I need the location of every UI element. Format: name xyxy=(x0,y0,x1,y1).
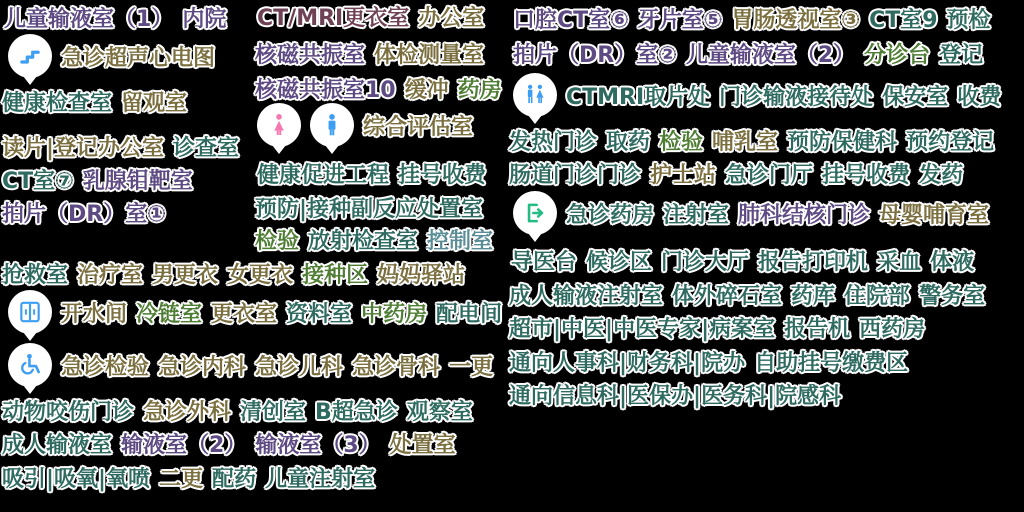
label-row-right-9 xyxy=(509,316,925,344)
poi-label[interactable]: 急诊内科 xyxy=(158,355,247,381)
poi-label[interactable]: 预约登记 xyxy=(906,130,995,155)
poi-label[interactable]: 预检 xyxy=(946,8,991,33)
poi-label[interactable]: 通向人事科|财务科|院办 xyxy=(509,351,746,376)
poi-label[interactable]: 自助挂号缴费区 xyxy=(754,351,909,376)
label-row-mid-2 xyxy=(255,42,484,70)
poi-label[interactable]: 中药房 xyxy=(361,302,428,328)
poi-label[interactable]: 女更衣 xyxy=(227,263,294,288)
label-row-mid-7 xyxy=(255,228,493,256)
poi-label[interactable]: 分诊台 xyxy=(864,43,931,68)
poi-label[interactable]: 母婴哺育室 xyxy=(879,203,990,229)
label-row-mid-6 xyxy=(255,196,483,224)
label-row-left-11 xyxy=(2,432,456,460)
label-row-mid-5 xyxy=(257,162,486,190)
poi-label[interactable]: 综合评估室 xyxy=(363,115,474,141)
poi-label[interactable]: 注射室 xyxy=(663,203,730,229)
poi-label[interactable]: 缓冲 xyxy=(404,78,449,103)
poi-label[interactable]: 发药 xyxy=(919,163,964,188)
poi-label[interactable]: 办公室 xyxy=(418,6,485,31)
poi-label[interactable]: 西药房 xyxy=(859,317,926,342)
poi-label[interactable]: 健康检查室 xyxy=(2,91,113,116)
poi-label[interactable]: 急诊外科 xyxy=(143,400,232,425)
poi-label[interactable]: 导医台 xyxy=(511,250,578,275)
poi-label[interactable]: 警务室 xyxy=(919,284,986,309)
label-row-mid-1 xyxy=(257,5,484,33)
elevator-icon[interactable] xyxy=(8,290,52,334)
label-row-left-6 xyxy=(2,201,166,229)
poi-label[interactable]: 输液室（2） xyxy=(121,433,247,458)
poi-label[interactable]: 收费 xyxy=(957,85,1002,111)
poi-label[interactable]: 接种区 xyxy=(302,263,369,288)
poi-label[interactable]: 二更 xyxy=(159,467,204,492)
poi-label[interactable]: 控制室 xyxy=(427,229,494,254)
poi-label[interactable]: 成人输液注射室 xyxy=(509,284,664,309)
poi-label[interactable]: 拍片（DR）室① xyxy=(2,202,166,227)
poi-label[interactable]: 急诊检验 xyxy=(61,355,150,381)
poi-label[interactable]: 吸引|吸氧|氧喷 xyxy=(2,467,151,492)
poi-label[interactable]: 急诊门厅 xyxy=(725,163,814,188)
label-row-left-7 xyxy=(2,262,465,290)
poi-label[interactable]: 体检测量室 xyxy=(374,43,485,68)
poi-label[interactable]: 乳腺钼靶室 xyxy=(82,169,193,194)
poi-label[interactable]: 拍片（DR）室② xyxy=(513,43,677,68)
poi-label[interactable]: 预防保健科 xyxy=(787,130,898,155)
label-row-left-10 xyxy=(2,399,473,427)
poi-label[interactable]: 儿童输液室（2） xyxy=(685,43,856,68)
poi-label[interactable]: 药房 xyxy=(457,78,502,103)
poi-label[interactable]: 药库 xyxy=(791,284,836,309)
poi-label[interactable]: 输液室（3） xyxy=(255,433,381,458)
label-row-right-2 xyxy=(513,42,983,70)
label-row-left-4 xyxy=(2,135,239,163)
restroom-icon[interactable] xyxy=(513,73,557,117)
poi-label[interactable]: B超急诊 xyxy=(315,400,398,425)
label-row-right-3 xyxy=(513,73,1001,123)
poi-label[interactable]: 肺科结核门诊 xyxy=(738,203,871,229)
poi-label[interactable]: 哺乳室 xyxy=(712,130,779,155)
label-row-left-12 xyxy=(2,466,375,494)
poi-label[interactable]: 处置室 xyxy=(389,433,456,458)
poi-label[interactable]: CT/MRI更衣室 xyxy=(257,6,410,31)
poi-label[interactable]: 清创室 xyxy=(240,400,307,425)
female-restroom-icon[interactable] xyxy=(257,103,301,147)
poi-label[interactable]: 留观室 xyxy=(121,91,188,116)
label-row-right-6 xyxy=(513,191,989,241)
poi-label[interactable]: 保安室 xyxy=(882,85,949,111)
poi-label[interactable]: 挂号收费 xyxy=(822,163,911,188)
label-row-left-9 xyxy=(8,343,493,393)
poi-label[interactable]: 成人输液室 xyxy=(2,433,113,458)
poi-label[interactable]: CT室⑦ xyxy=(2,169,74,194)
poi-label[interactable]: 治疗室 xyxy=(77,263,144,288)
poi-label[interactable]: 住院部 xyxy=(844,284,911,309)
poi-label[interactable]: 采血 xyxy=(877,250,922,275)
stairs-icon[interactable] xyxy=(8,34,52,78)
poi-label[interactable]: 门诊大厅 xyxy=(661,250,750,275)
label-row-mid-3 xyxy=(255,77,502,105)
poi-label[interactable]: 诊查室 xyxy=(173,136,240,161)
poi-label[interactable]: 核磁共振室10 xyxy=(255,78,396,103)
poi-label[interactable]: 急诊超声心电图 xyxy=(61,46,216,72)
poi-label[interactable]: 观察室 xyxy=(406,400,473,425)
poi-label[interactable]: 检验 xyxy=(659,130,704,155)
poi-label[interactable]: 急诊药房 xyxy=(566,203,655,229)
label-row-right-1 xyxy=(513,7,991,35)
label-row-right-10 xyxy=(509,350,908,378)
poi-label[interactable]: 发热门诊 xyxy=(509,130,598,155)
poi-label[interactable]: 妈妈驿站 xyxy=(377,263,466,288)
poi-label[interactable]: 口腔CT室⑥ xyxy=(513,8,629,33)
poi-label[interactable]: 急诊儿科 xyxy=(255,355,344,381)
poi-label[interactable]: 读片|登记办公室 xyxy=(2,136,165,161)
poi-label[interactable]: 男更衣 xyxy=(152,263,219,288)
poi-label[interactable]: 配药 xyxy=(212,467,257,492)
label-row-right-5 xyxy=(509,162,963,190)
poi-label[interactable]: CTMRI取片处 xyxy=(566,85,711,111)
label-row-left-1 xyxy=(4,6,226,34)
wheelchair-icon[interactable] xyxy=(8,343,52,387)
poi-label[interactable]: 超市|中医|中医专家|病案室 xyxy=(509,317,776,342)
poi-label[interactable]: 预防|接种副反应处置室 xyxy=(255,197,484,222)
poi-label[interactable]: 冷链室 xyxy=(136,302,203,328)
poi-label[interactable]: 内院 xyxy=(182,7,227,32)
poi-label[interactable]: 门诊输液接待处 xyxy=(719,85,874,111)
poi-label[interactable]: 抢救室 xyxy=(2,263,69,288)
label-row-mid-4 xyxy=(257,103,473,153)
poi-label[interactable]: 报告机 xyxy=(784,317,851,342)
label-row-left-2 xyxy=(8,34,215,84)
label-row-left-5 xyxy=(2,168,193,196)
poi-label[interactable]: 报告打印机 xyxy=(758,250,869,275)
poi-label[interactable]: CT室9 xyxy=(869,8,938,33)
poi-label[interactable]: 健康促进工程 xyxy=(257,163,390,188)
label-row-right-8 xyxy=(509,283,985,311)
poi-label[interactable]: 牙片室⑤ xyxy=(637,8,723,33)
poi-label[interactable]: 挂号收费 xyxy=(398,163,487,188)
label-row-right-7 xyxy=(511,249,974,277)
poi-label[interactable]: 肠道门诊门诊 xyxy=(509,163,642,188)
poi-label[interactable]: 核磁共振室 xyxy=(255,43,366,68)
poi-label[interactable]: 一更 xyxy=(449,355,494,381)
poi-label[interactable]: 通向信息科|医保办|医务科|院感科 xyxy=(509,384,842,409)
label-row-right-11 xyxy=(509,383,841,411)
poi-label[interactable]: 更衣室 xyxy=(211,302,278,328)
poi-label[interactable]: 登记 xyxy=(939,43,984,68)
poi-label[interactable]: 检验 xyxy=(255,229,300,254)
poi-label[interactable]: 护士站 xyxy=(650,163,717,188)
poi-label[interactable]: 体外碎石室 xyxy=(672,284,783,309)
poi-label[interactable]: 候诊区 xyxy=(586,250,653,275)
poi-label[interactable]: 开水间 xyxy=(61,302,128,328)
label-row-left-3 xyxy=(2,90,187,118)
poi-label[interactable]: 动物咬伤门诊 xyxy=(2,400,135,425)
poi-label[interactable]: 儿童输液室（1） xyxy=(4,7,174,32)
label-row-left-8 xyxy=(8,290,502,340)
poi-label[interactable]: 配电间 xyxy=(436,302,503,328)
poi-label[interactable]: 体液 xyxy=(930,250,975,275)
poi-label[interactable]: 资料室 xyxy=(286,302,353,328)
poi-label[interactable]: 放射检查室 xyxy=(308,229,419,254)
poi-label[interactable]: 取药 xyxy=(606,130,651,155)
exit-icon[interactable] xyxy=(513,191,557,235)
label-row-right-4 xyxy=(509,129,994,157)
male-restroom-icon[interactable] xyxy=(310,103,354,147)
poi-label[interactable]: 胃肠透视室③ xyxy=(731,8,861,33)
poi-label[interactable]: 急诊骨科 xyxy=(352,355,441,381)
poi-label[interactable]: 儿童注射室 xyxy=(265,467,376,492)
